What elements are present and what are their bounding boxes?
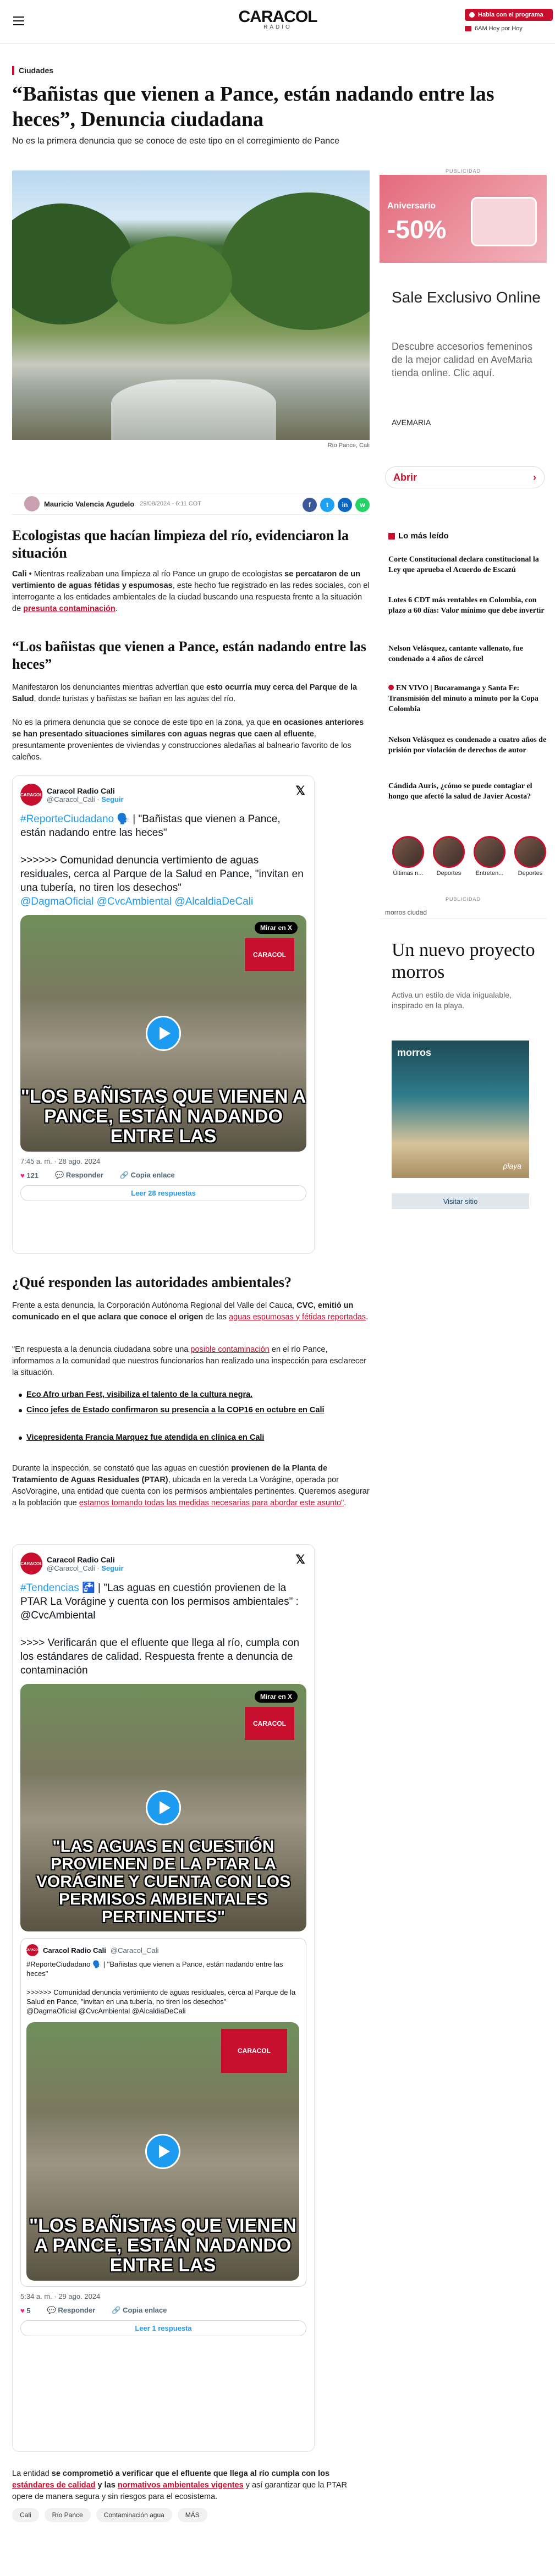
logo-sub: RADIO (263, 24, 292, 30)
link-aguas-espumosas[interactable]: aguas espumosas y fétidas reportadas (229, 1313, 366, 1322)
copy-link-button[interactable]: 🔗 Copia enlace (112, 2306, 167, 2314)
linkedin-icon[interactable]: in (338, 498, 352, 512)
embedded-tweet-1: CARACOL Caracol Radio Cali @Caracol_Cali · Seguir 𝕏 #ReporteCiudadano 🗣️ | "Bañistas que vienen a Pance, están nadando entre las heces" >>>>>> Comunidad denuncia vertimiento de aguas residuales, cerca al Parque de la Salud en Pance, "invitan en una tubería, no tiren los desechos" @DagmaOficial @CvcAmbiental @AlcaldiaDeCali Mirar en X CARACOL "LOS BAÑISTAS QUE VIENEN A PANCE, ESTÁN NADANDO ENTRE LAS 7:45 a. m. · 28 ago. 2024 ♥ 121 💬 Responder 🔗 Copia enlace Leer 28 respuestas (12, 775, 315, 1254)
tweet-author[interactable]: Caracol Radio Cali (47, 1555, 115, 1564)
tweet-timestamp[interactable]: 7:45 a. m. · 28 ago. 2024 (20, 1157, 101, 1165)
most-read-item[interactable]: Corte Constitucional declara constitucional la Ley que aprueba el Acuerdo de Escazú (388, 555, 539, 574)
quoted-tweet[interactable] (20, 1938, 306, 2287)
hashtag[interactable]: #ReporteCiudadano (20, 813, 114, 825)
watch-on-x-button[interactable]: Mirar en X (255, 1691, 298, 1703)
live-icon (469, 12, 475, 18)
headline: “Bañistas que vienen a Pance, están nadando entre las heces”, Denuncia ciudadana (12, 82, 494, 131)
chevron-right-icon: › (533, 471, 536, 483)
subheading-2: “Los bañistas que vienen a Pance, están nadando entre las heces” (12, 639, 366, 672)
photo-caption: Río Pance, Cali (327, 442, 370, 449)
tweet-text: #Tendencias 🚰 | "Las aguas en cuestión provienen de la PTAR La Vorágine y cuenta con los permisos ambientales" : @CvcAmbiental >>>> Verificarán que el efluente que llega al río, cumpla con los estándares de calidad. Respuesta frente a denuncia de contaminación (20, 1582, 300, 1676)
ad2-brand: morros ciudad (380, 906, 547, 919)
ad2-image-logo: morros (397, 1047, 432, 1058)
story-item[interactable]: Últimas n... (391, 836, 426, 877)
ad2-description: Activa un estilo de vida inigualable, inspirado en la playa. (392, 990, 512, 1010)
most-read-label: Lo más leído (398, 531, 449, 541)
tweet-author[interactable]: Caracol Radio Cali (47, 786, 115, 795)
related-link-2[interactable]: Cinco jefes de Estado confirmaron su presencia a la COP16 en octubre en Cali (26, 1406, 367, 1414)
radio-icon (465, 26, 471, 31)
link-normativos[interactable]: normativos ambientales vigentes (117, 2481, 244, 2490)
ad2-visit-button[interactable]: Visitar sitio (392, 1193, 529, 1209)
link-presunta-contaminacion[interactable]: presunta contaminación (23, 604, 116, 613)
tag-more[interactable]: MÁS (178, 2508, 207, 2522)
story-thumbnail (514, 836, 546, 868)
follow-button[interactable]: Seguir (101, 1564, 124, 1572)
caracol-logo[interactable] (237, 8, 319, 38)
menu-icon[interactable] (13, 16, 24, 25)
story-item[interactable]: Deportes (513, 836, 548, 877)
author-name[interactable]: Mauricio Valencia Agudelo (44, 499, 135, 508)
tag-rio-pance[interactable]: Río Pance (45, 2508, 91, 2522)
ad-description[interactable]: Descubre accesorios femeninos de la mejor calidad en AveMaria tienda online. Clic aquí. (392, 341, 533, 378)
tweet-handle[interactable]: @Caracol_Cali (47, 1564, 95, 1572)
video-caption: "LOS BAÑISTAS QUE VIENEN A PANCE, ESTÁN NADANDO ENTRE LAS (20, 1086, 306, 1147)
link-medidas-necesarias[interactable]: estamos tomando todas las medidas necesarias para abordar este asunto" (79, 1499, 344, 1507)
twitter-icon[interactable]: t (320, 498, 334, 512)
follow-button[interactable]: Seguir (101, 795, 124, 803)
facebook-icon[interactable]: f (303, 498, 317, 512)
quote-video[interactable] (26, 2022, 299, 2281)
heart-icon: ♥ (20, 1171, 25, 1180)
related-link-1[interactable]: Eco Afro urban Fest, visibiliza el talento de la cultura negra. (26, 1390, 367, 1399)
most-read-item[interactable]: Cándida Auris, ¿cómo se puede contagiar el hongo que afectó la salud de Javier Acosta? (388, 782, 532, 801)
story-item[interactable]: Deportes (431, 836, 466, 877)
story-thumbnail (392, 836, 424, 868)
ad-banner-discount: -50% (387, 215, 447, 244)
quote-handle: @Caracol_Cali (110, 1946, 159, 1955)
tweet-video[interactable] (20, 1684, 306, 1931)
tweet-timestamp[interactable]: 5:34 a. m. · 29 ago. 2024 (20, 2292, 101, 2300)
ad-brand[interactable]: AVEMARIA (392, 418, 431, 427)
caracol-watermark: CARACOL (245, 1707, 294, 1740)
hero-photo (12, 170, 370, 440)
x-logo-icon[interactable]: 𝕏 (295, 784, 305, 797)
paragraph-3: No es la primera denuncia que se conoce de este tipo en la zona, ya que en ocasiones anteriores se han presentado situaciones similares con aguas negras que caen al efluente, presuntamente provenientes de viviendas y construcciones aledañas al balneario favorito de los caleños. (12, 718, 364, 762)
live-button[interactable] (465, 9, 553, 21)
tweet-text: #ReporteCiudadano 🗣️ | "Bañistas que vienen a Pance, están nadando entre las heces" >>>>>> Comunidad denuncia vertimiento de aguas residuales, cerca al Parque de la Salud en Pance, "invitan en una tubería, no tiren los desechos" @DagmaOficial @CvcAmbiental @AlcaldiaDeCali (20, 813, 304, 907)
subhead: No es la primera denuncia que se conoce de este tipo en el corregimiento de Pance (12, 136, 340, 146)
caracol-watermark: CARACOL (245, 938, 294, 971)
live-label: Habla con el programa (478, 12, 543, 18)
publish-date: 29/08/2024 - 6:11 COT (140, 500, 201, 507)
embedded-tweet-2: CARACOL Caracol Radio Cali @Caracol_Cali · Seguir 𝕏 #Tendencias 🚰 | "Las aguas en cuestión provienen de la PTAR La Vorágine y cuenta con los permisos ambientales" : @CvcAmbiental >>>> Verificarán que el efluente que llega al río, cumpla con los estándares de calidad. Respuesta frente a denuncia de contaminación Mirar en X CARACOL "LAS AGUAS EN CUESTIÓN PROVIENEN DE LA PTAR LA VORÁGINE Y CUENTA CON LOS PERMISOS AMBIENTALES PERTINENTES" CARACOL Caracol Radio Cali @Caracol_Cali #ReporteCiudadano 🗣️ | "Bañistas que vienen a Pance, están nadando entre las heces" >>>>>> Comunidad denuncia vertimiento de aguas residuales, cerca al Parque de la Salud en Pance, "invitan en una tubería, no tiren los desechos" @DagmaOficial @CvcAmbiental @AlcaldiaDeCali CARACOL "LOS BAÑISTAS QUE VIENEN A PANCE, ESTÁN NADANDO ENTRE LAS 5:34 a. m. · 29 ago. 2024 ♥ 5 💬 Responder 🔗 Copia enlace Leer 1 respuesta (12, 1544, 315, 2452)
section-tag[interactable]: Ciudades (12, 66, 53, 75)
ad-label: PUBLICIDAD (445, 896, 481, 902)
quote-text: #ReporteCiudadano 🗣️ | "Bañistas que vienen a Pance, están nadando entre las heces" >>>>>> Comunidad denuncia vertimiento de aguas residuales, cerca al Parque de la Salud en Pance, "invitan en una tubería, no tiren los desechos" @DagmaOficial @CvcAmbiental @AlcaldiaDeCali (26, 1960, 296, 2015)
ad-banner-headline: Aniversario (387, 201, 436, 211)
copy-link-button[interactable]: 🔗 Copia enlace (119, 1171, 175, 1179)
tweet-video[interactable] (20, 915, 306, 1152)
paragraph-2: Manifestaron los denunciantes mientras advertían que esto ocurría muy cerca del Parque de la Salud, donde turistas y bañistas se bañan en las aguas del río. (12, 683, 358, 703)
byline (12, 493, 370, 515)
read-replies-button[interactable]: Leer 28 respuestas (20, 1185, 306, 1201)
paragraph-7: La entidad se comprometió a verificar que el efluente que llega al río cumpla con los estándares de calidad y las normativos ambientales vigentes y así garantizar que la PTAR opere de manera segura y sin riesgos para el ecosistema. (12, 2469, 348, 2501)
ad2-headline: Un nuevo proyecto morros (392, 940, 535, 982)
link-posible-contaminacion[interactable]: posible contaminación (190, 1345, 270, 1354)
story-thumbnail (433, 836, 465, 868)
tweet-handle[interactable]: @Caracol_Cali (47, 795, 95, 803)
share-bar (303, 498, 370, 512)
quote-author: Caracol Radio Cali (43, 1946, 106, 1955)
paragraph-1: Cali • Mientras realizaban una limpieza al río Pance un grupo de ecologistas se percataron de un vertimiento de aguas fétidas y espumosas, este hecho fue registrado en las redes sociales, con el interrogante a los entidades ambientales de la ciudad buscando una respuesta frente a la situación de presunta contaminación. (12, 570, 370, 613)
video-caption: "LOS BAÑISTAS QUE VIENEN A PANCE, ESTÁN NADANDO ENTRE LAS (29, 2215, 296, 2276)
most-read-item[interactable]: EN VIVO | Bucaramanga y Santa Fe: Transmisión del minuto a minuto por la Copa Colombia (388, 684, 538, 713)
live-dot-icon (388, 685, 394, 690)
tag-list (12, 2508, 207, 2522)
ad-cake-image (471, 197, 537, 246)
ad-open-label: Abrir (393, 471, 417, 483)
reply-button[interactable]: 💬 Responder (55, 1171, 103, 1179)
ad-open-button[interactable] (385, 466, 545, 488)
tweet-avatar[interactable]: CARACOL (20, 784, 42, 806)
ad-banner-image[interactable] (380, 175, 547, 263)
play-icon[interactable] (146, 1016, 181, 1051)
reply-button[interactable]: 💬 Responder (47, 2306, 96, 2314)
schedule-label: 6AM Hoy por Hoy (475, 25, 523, 32)
heart-icon: ♥ (20, 2306, 25, 2315)
author-avatar (24, 496, 40, 511)
paragraph-4: Frente a esta denuncia, la Corporación Autónoma Regional del Valle del Cauca, CVC, emitió un comunicado en el que aclara que conoce el origen de las aguas espumosas y fétidas reportadas. (12, 1301, 369, 1322)
ad-label: PUBLICIDAD (445, 168, 481, 174)
caracol-watermark: CARACOL (221, 2029, 287, 2073)
ad-title[interactable]: Sale Exclusivo Online (392, 289, 541, 306)
subheading-1: Ecologistas que hacían limpieza del río, evidenciaron la situación (12, 527, 349, 561)
tag-contaminacion[interactable]: Contaminación agua (96, 2508, 172, 2522)
site-header (0, 0, 555, 44)
most-read-item[interactable]: Lotes 6 CDT más rentables en Colombia, con plazo a 60 días: Valor mínimo que debe invertir (388, 596, 545, 615)
most-read-title (388, 531, 449, 541)
paragraph-5: "En respuesta a la denuncia ciudadana sobre una posible contaminación en el río Pance, informamos a la comunidad que nuestros funcionarios han realizado una inspección para esclarecer la situación. (12, 1345, 367, 1377)
video-caption: "LAS AGUAS EN CUESTIÓN PROVIENEN DE LA PTAR LA VORÁGINE Y CUENTA CON LOS PERMISOS AMBIENTALES PERTINENTES" (36, 1837, 291, 1926)
link-estandares[interactable]: estándares de calidad (12, 2481, 96, 2490)
subheading-3: ¿Qué responden las autoridades ambientales? (12, 1274, 292, 1290)
tweet-mentions[interactable]: @DagmaOficial @CvcAmbiental @AlcaldiaDeCali (20, 896, 254, 907)
ad2-image-script: playa (503, 1162, 521, 1170)
tweet-avatar[interactable]: CARACOL (20, 1553, 42, 1575)
whatsapp-icon[interactable]: w (355, 498, 370, 512)
stories-strip (391, 836, 548, 877)
story-thumbnail (474, 836, 505, 868)
related-link-3[interactable]: Vicepresidenta Francia Marquez fue atendida en clínica en Cali (26, 1433, 367, 1442)
quote-avatar: CARACOL (26, 1944, 39, 1956)
schedule-link[interactable] (465, 25, 523, 32)
most-read-item[interactable]: Nelson Velásquez, cantante vallenato, fue condenado a 4 años de cárcel (388, 645, 523, 663)
most-read-item[interactable]: Nelson Velásquez es condenado a cuatro años de prisión por violación de derechos de autor (388, 736, 547, 755)
paragraph-6: Durante la inspección, se constató que las aguas en cuestión provienen de la Planta de Tratamiento de Aguas Residuales (PTAR), ubicada en la vereda La Vorágine, operada por AsoVoragine, una entidad que cuenta con los permisos ambientales pertinentes. Queremos asegurar a la población que estamos tomando todas las medidas necesarias para abordar este asunto". (12, 1464, 370, 1507)
hashtag[interactable]: #Tendencias (20, 1582, 79, 1594)
like-button[interactable]: ♥ 121 (20, 1171, 39, 1180)
most-read-icon (388, 533, 395, 540)
story-item[interactable]: Entreten... (472, 836, 507, 877)
like-button[interactable]: ♥ 5 (20, 2306, 31, 2315)
ad-morros[interactable] (380, 902, 547, 1210)
ad2-image (392, 1041, 529, 1178)
play-icon[interactable] (145, 2134, 180, 2169)
logo-word: CARACOL (238, 8, 317, 26)
play-icon[interactable] (146, 1790, 181, 1825)
read-replies-button[interactable]: Leer 1 respuesta (20, 2320, 306, 2336)
tag-cali[interactable]: Cali (12, 2508, 39, 2522)
watch-on-x-button[interactable]: Mirar en X (255, 922, 298, 934)
x-logo-icon[interactable]: 𝕏 (295, 1553, 305, 1566)
